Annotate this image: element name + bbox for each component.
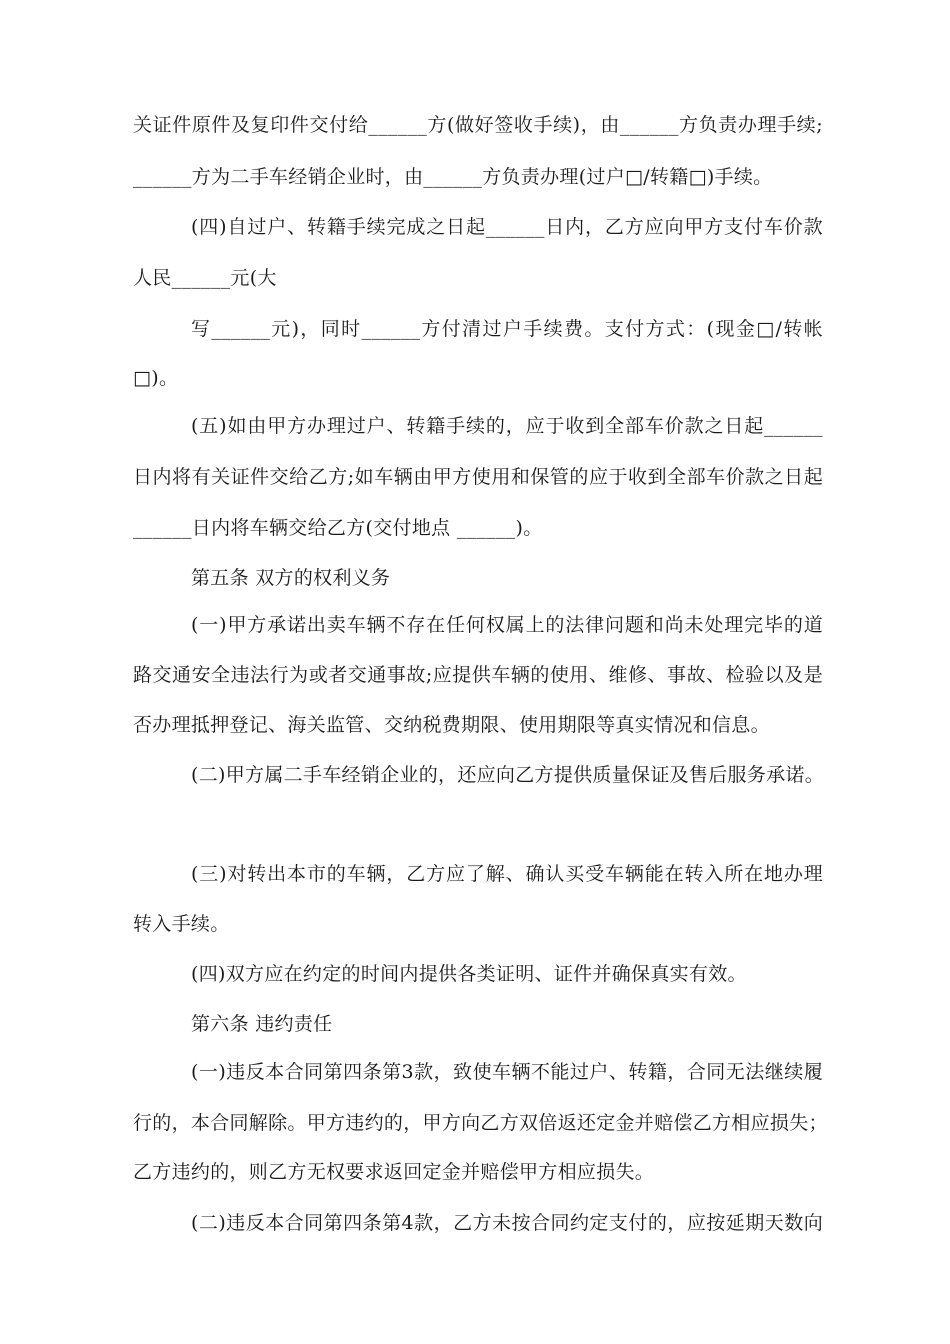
text-line: 行的，本合同解除。甲方违约的，甲方向乙方双倍返还定金并赔偿乙方相应损失； <box>133 1112 828 1134</box>
text-line: ______方为二手车经销企业时，由______方负责办理(过户□/转籍□)手续。 <box>133 166 773 188</box>
paragraph-start: (二)甲方属二手车经销企业的，还应向乙方提供质量保证及售后服务承诺。 <box>191 764 825 786</box>
paragraph-start: (五)如由甲方办理过户、转籍手续的，应于收到全部车价款之日起______ <box>191 415 823 437</box>
paragraph-start: (一)甲方承诺出卖车辆不存在任何权属上的法律问题和尚未处理完毕的道 <box>191 614 823 636</box>
text-line: 转入手续。 <box>133 913 230 935</box>
paragraph-start: (四)双方应在约定的时间内提供各类证明、证件并确保真实有效。 <box>191 963 747 985</box>
text-line: 路交通安全违法行为或者交通事故;应提供车辆的使用、维修、事故、检验以及是 <box>133 664 823 686</box>
paragraph-start: (三)对转出本市的车辆，乙方应了解、确认买受车辆能在转入所在地办理 <box>191 863 823 885</box>
paragraph-start: (二)违反本合同第四条第4款，乙方未按合同约定支付的，应按延期天数向 <box>191 1212 823 1234</box>
paragraph-start: (四)自过户、转籍手续完成之日起______日内，乙方应向甲方支付车价款 <box>191 216 823 238</box>
text-line: □)。 <box>133 367 179 389</box>
text-line: 日内将有关证件交给乙方;如车辆由甲方使用和保管的应于收到全部车价款之日起 <box>133 466 823 488</box>
text-line: 乙方违约的，则乙方无权要求返回定金并赔偿甲方相应损失。 <box>133 1161 655 1183</box>
section-heading: 第五条 双方的权利义务 <box>191 567 391 589</box>
paragraph-start: 写______元)，同时______方付清过户手续费。支付方式：(现金□/转帐 <box>191 318 823 340</box>
text-line: 关证件原件及复印件交付给______方(做好签收手续)，由______方负责办理手续; <box>133 114 823 136</box>
section-heading: 第六条 违约责任 <box>191 1013 333 1035</box>
text-line: ______日内将车辆交给乙方(交付地点 ______)。 <box>133 517 543 539</box>
text-line: 否办理抵押登记、海关监管、交纳税费期限、使用期限等真实情况和信息。 <box>133 714 770 736</box>
text-line: 人民______元(大 <box>133 267 277 289</box>
paragraph-start: (一)违反本合同第四条第3款，致使车辆不能过户、转籍，合同无法继续履 <box>191 1061 823 1083</box>
